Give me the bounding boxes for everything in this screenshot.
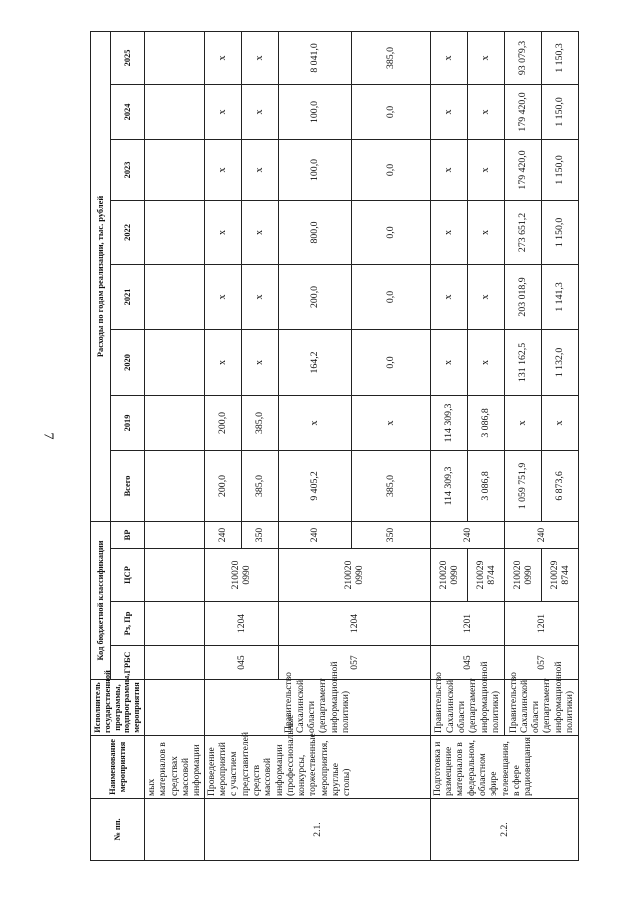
value-cell: 93 079,3: [504, 31, 541, 84]
total-cell: 6 873,6: [541, 450, 578, 521]
value-cell: 200,0: [278, 264, 351, 329]
value-cell: x: [241, 139, 278, 200]
value-cell: x: [241, 329, 278, 395]
value-cell: 179 420,0: [504, 84, 541, 139]
value-cell: x: [467, 329, 504, 395]
vr-cell: 240: [204, 521, 241, 548]
value-cell: 273 651,2: [504, 200, 541, 264]
value-cell: 179 420,0: [504, 139, 541, 200]
value-cell: x: [467, 264, 504, 329]
header-num: № пп.: [91, 799, 145, 861]
total-cell: 385,0: [351, 450, 430, 521]
value-cell: 0,0: [351, 139, 430, 200]
header-2025: 2025: [111, 31, 145, 84]
value-cell: 1 150,0: [541, 84, 578, 139]
value-cell: 0,0: [351, 84, 430, 139]
rz-pr-cell: 1204: [204, 602, 278, 646]
row-num: 2.2.: [430, 799, 578, 861]
page-number: 7: [40, 432, 56, 440]
value-cell: x: [241, 31, 278, 84]
value-cell: 200,0: [204, 395, 241, 450]
rz-pr-cell: 1201: [504, 602, 578, 646]
vr-cell: 240: [278, 521, 351, 548]
header-2019: 2019: [111, 395, 145, 450]
header-budget-class: Код бюджетной классификации: [91, 521, 111, 679]
value-cell: x: [278, 395, 351, 450]
vr-cell: 350: [351, 521, 430, 548]
header-executor: Исполнитель государственной программы, подпрограммы, мероприятия: [91, 680, 145, 736]
total-cell: 3 086,8: [467, 450, 504, 521]
header-expenses: Расходы по годам реализации, тыс. рублей: [91, 31, 111, 521]
value-cell: 1 150,0: [541, 139, 578, 200]
value-cell: x: [430, 329, 467, 395]
value-cell: x: [504, 395, 541, 450]
value-cell: x: [467, 139, 504, 200]
csr-cell: 210020 0990: [278, 549, 430, 602]
value-cell: 203 018,9: [504, 264, 541, 329]
value-cell: x: [204, 264, 241, 329]
value-cell: 385,0: [241, 395, 278, 450]
vr-cell: 240: [430, 521, 504, 548]
table-row: [145, 31, 205, 860]
row-executor: Правительство Сахалинской области (департамент информационной политики): [430, 680, 504, 736]
value-cell: 800,0: [278, 200, 351, 264]
header-grbs: ГРБС: [111, 646, 145, 680]
header-csr: ЦСР: [111, 549, 145, 602]
row-name: Проведение мероприятий с участием представителей средств массовой информации (профессиональные конкурсы, торжественные мероприятия, круглые столы): [204, 736, 430, 799]
value-cell: x: [430, 31, 467, 84]
value-cell: 114 309,3: [430, 395, 467, 450]
grbs-cell: 057: [504, 646, 578, 680]
value-cell: 100,0: [278, 84, 351, 139]
value-cell: x: [204, 200, 241, 264]
value-cell: x: [430, 139, 467, 200]
csr-cell: 210029 8744: [467, 549, 504, 602]
header-2024: 2024: [111, 84, 145, 139]
value-cell: x: [241, 264, 278, 329]
table-row: [204, 31, 241, 860]
header-2022: 2022: [111, 200, 145, 264]
value-cell: 164,2: [278, 329, 351, 395]
cont-name-cell: мых материалов в средствах массовой информации: [145, 736, 205, 799]
vr-cell: 350: [241, 521, 278, 548]
value-cell: x: [204, 84, 241, 139]
row-num: 2.1.: [204, 799, 430, 861]
rotated-table-wrapper: [90, 32, 579, 861]
grbs-cell: 045: [430, 646, 504, 680]
total-cell: 114 309,3: [430, 450, 467, 521]
value-cell: x: [241, 200, 278, 264]
value-cell: 385,0: [351, 31, 430, 84]
value-cell: x: [467, 31, 504, 84]
row-executor: Правительство Сахалинской области (департамент информационной политики): [504, 680, 578, 736]
value-cell: 3 086,8: [467, 395, 504, 450]
grbs-cell: 045: [204, 646, 278, 680]
value-cell: x: [467, 200, 504, 264]
value-cell: x: [204, 139, 241, 200]
value-cell: x: [430, 264, 467, 329]
rz-pr-cell: 1204: [278, 602, 430, 646]
value-cell: x: [351, 395, 430, 450]
value-cell: 1 150,0: [541, 200, 578, 264]
value-cell: 100,0: [278, 139, 351, 200]
value-cell: 0,0: [351, 200, 430, 264]
value-cell: 0,0: [351, 329, 430, 395]
value-cell: 8 041,0: [278, 31, 351, 84]
csr-cell: 210020 0990: [204, 549, 278, 602]
value-cell: x: [430, 84, 467, 139]
value-cell: x: [204, 329, 241, 395]
csr-cell: 210029 8744: [541, 549, 578, 602]
value-cell: x: [204, 31, 241, 84]
header-total: Всего: [111, 450, 145, 521]
csr-cell: 210020 0990: [504, 549, 541, 602]
value-cell: 1 132,0: [541, 329, 578, 395]
csr-cell: 210020 0990: [430, 549, 467, 602]
row-executor: Правительство Сахалинской области (департамент информационной политики): [204, 680, 430, 736]
header-2020: 2020: [111, 329, 145, 395]
vr-cell: 240: [504, 521, 578, 548]
value-cell: 131 162,5: [504, 329, 541, 395]
header-2021: 2021: [111, 264, 145, 329]
row-name: Подготовка и размещение материалов в федеральном, областном эфире телевещания, в сфере радиовещания: [430, 736, 578, 799]
header-name: Наименование мероприятия: [91, 736, 145, 799]
value-cell: 1 141,3: [541, 264, 578, 329]
value-cell: x: [430, 200, 467, 264]
total-cell: 1 059 751,9: [504, 450, 541, 521]
total-cell: 200,0: [204, 450, 241, 521]
header-vr: ВР: [111, 521, 145, 548]
value-cell: 0,0: [351, 264, 430, 329]
value-cell: x: [241, 84, 278, 139]
value-cell: 1 150,3: [541, 31, 578, 84]
header-2023: 2023: [111, 139, 145, 200]
total-cell: 385,0: [241, 450, 278, 521]
value-cell: x: [467, 84, 504, 139]
grbs-cell: 057: [278, 646, 430, 680]
total-cell: 9 405,2: [278, 450, 351, 521]
rz-pr-cell: 1201: [430, 602, 504, 646]
table-row: [430, 31, 467, 860]
header-rz-pr: Рз, Пр: [111, 602, 145, 646]
budget-table: [90, 31, 579, 861]
value-cell: x: [541, 395, 578, 450]
